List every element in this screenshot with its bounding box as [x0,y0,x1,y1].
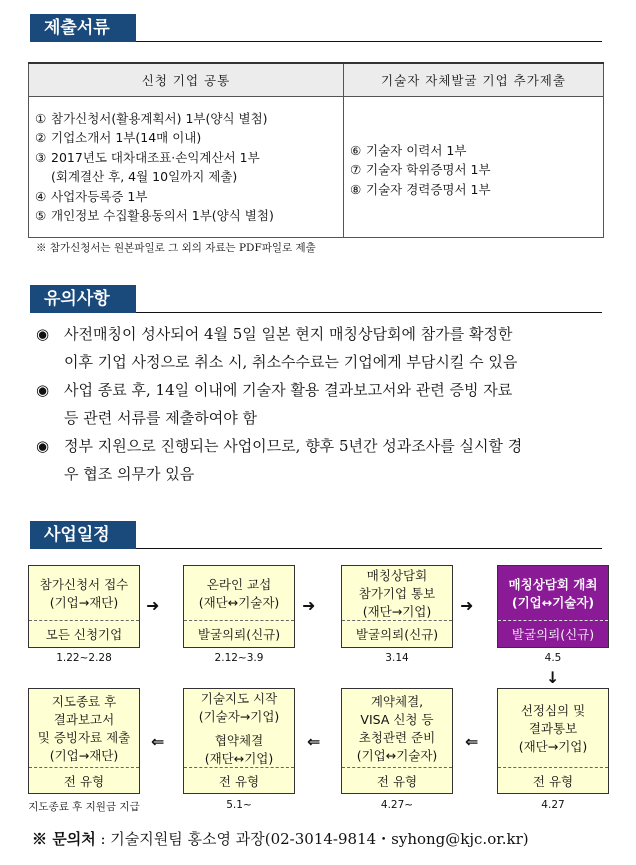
table-header-common: 신청 기업 공통 [29,63,344,97]
step-line: (기업→재단) [49,748,119,763]
doc-number: ⑤ [35,208,47,223]
schedule-step [183,688,295,794]
step-description [498,566,608,622]
notice-line: 정부 지원으로 진행되는 사업이므로, 향후 5년간 성과조사를 실시할 경 [64,437,523,455]
step-description [342,566,452,622]
step-line: (재단→기업) [362,604,432,619]
arrow-down-icon: ↓ [546,668,560,687]
doc-text: 2017년도 대차대조표·손익계산서 1부 [51,149,260,165]
notice-line: 우 협조 의무가 있음 [64,465,195,483]
doc-item [35,148,337,168]
step-line: 매칭상담회 개최 [508,577,598,592]
doc-item [350,160,597,180]
divider [136,312,602,313]
arrow-left-icon: ⇐ [151,732,165,751]
step-date: 4.27~ [380,799,414,811]
step-line: 초청관련 준비 [358,730,436,745]
common-docs-cell [29,97,344,238]
step-description [29,689,139,769]
notice-line: 등 관련 서류를 제출하여야 함 [64,409,257,427]
step-date: 2.12~3.9 [214,652,264,664]
doc-number: ② [35,130,47,145]
step-description [498,689,608,769]
step-date: 4.5 [544,652,562,664]
doc-text: 기술자 학위증명서 1부 [366,162,491,178]
notice-item [34,376,604,432]
step-line: 선정심의 및 [520,703,586,718]
doc-text: 사업자등록증 1부 [51,188,148,204]
step-line: 온라인 교섭 [206,577,272,592]
step-line: (기업↔기술자) [356,748,438,763]
step-line: 참가신청서 접수 [39,577,129,592]
arrow-right-icon: ➜ [302,596,316,615]
step-line: 매칭상담회 [366,568,428,583]
arrow-right-icon: ➜ [146,596,160,615]
step-line: 기술지도 시작 [200,691,278,706]
step-line: (기업↔기술자) [511,595,595,610]
doc-number: ⑧ [350,181,362,197]
notice-line: 사전매칭이 성사되어 4월 5일 일본 현지 매칭상담회에 참가를 확정한 [64,325,513,343]
documents-table [28,62,604,238]
step-target: 모든 신청기업 [29,620,139,647]
doc-number: ③ [35,149,47,165]
step-date: 4.27 [541,799,565,811]
schedule-step [341,688,453,794]
arrow-right-icon: ➜ [460,596,474,615]
section-title-submission: 제출서류 [30,14,136,42]
schedule-step [28,688,140,794]
doc-item [350,180,597,200]
contact-info [32,828,529,849]
step-target: 전 유형 [184,767,294,793]
step-line: 및 증빙자료 제출 [37,730,131,745]
doc-text: 기업소개서 1부(14매 이내) [51,130,202,145]
bullet-icon: ◉ [36,437,50,455]
step-target: 전 유형 [29,767,139,793]
step-line: 계약체결, [370,694,424,709]
step-target: 발굴의뢰(신규) [498,620,608,647]
doc-number: ⑥ [350,142,362,158]
step-line: (재단↔기업) [204,751,274,766]
additional-docs-cell [344,97,604,238]
arrow-left-icon: ⇐ [465,732,479,751]
contact-text: : 기술지원팀 홍소영 과장(02-3014-9814・syhong@kjc.or.kr) [95,830,529,848]
contact-label: ※ 문의처 [32,830,96,848]
step-line: 결과보고서 [53,712,115,727]
doc-text: 기술자 이력서 1부 [366,142,467,158]
schedule-step [497,565,609,648]
step-date: 1.22~2.28 [56,652,112,664]
arrow-left-icon: ⇐ [307,732,321,751]
step-line: 참가기업 통보 [358,586,436,601]
doc-text: 개인정보 수집활용동의서 1부(양식 별첨) [51,208,274,223]
step-description [184,689,294,769]
doc-item [350,141,597,161]
doc-text: (회계결산 후, 4월 10일까지 제출) [51,169,238,184]
step-line: (재단↔기술자) [198,595,280,610]
schedule-step [341,565,453,648]
step-description [184,566,294,622]
step-line: 협약체결 [214,733,264,748]
step-description [29,566,139,622]
doc-number: ④ [35,188,47,204]
step-target: 전 유형 [498,767,608,793]
doc-item [35,128,337,148]
section-title-notice: 유의사항 [30,285,136,313]
doc-item [35,167,337,187]
doc-text: 기술자 경력증명서 1부 [366,181,491,197]
submission-note: ※ 참가신청서는 원본파일로 그 외의 자료는 PDF파일로 제출 [36,242,316,254]
step-line: 지도종료 후 [51,694,117,709]
notice-item [34,320,604,376]
step-line: VISA 신청 등 [360,712,434,727]
doc-item [35,109,337,129]
bullet-icon: ◉ [36,325,50,343]
step-line: (재단→기업) [518,739,588,754]
step-date: 지도종료 후 지원금 지급 [28,801,140,813]
step-description [342,689,452,769]
table-header-additional: 기술자 자체발굴 기업 추가제출 [344,63,604,97]
notice-item [34,432,604,488]
notice-line: 사업 종료 후, 14일 이내에 기술자 활용 결과보고서와 관련 증빙 자료 [64,381,513,399]
schedule-step [28,565,140,648]
notice-line: 이후 기업 사정으로 취소 시, 취소수수료는 기업에게 부담시킬 수 있음 [64,353,518,371]
step-target: 발굴의뢰(신규) [184,620,294,647]
section-title-schedule: 사업일정 [30,521,136,549]
doc-item [35,187,337,207]
bullet-icon: ◉ [36,381,50,399]
step-date: 5.1~ [226,799,252,811]
step-target: 발굴의뢰(신규) [342,620,452,647]
schedule-step [183,565,295,648]
doc-item [35,206,337,226]
notice-list [34,320,604,488]
divider [136,41,602,42]
step-date: 3.14 [385,652,409,664]
step-line: (기업→재단) [49,595,119,610]
step-line: 결과통보 [528,721,578,736]
step-target: 전 유형 [342,767,452,793]
step-line: (기술자→기업) [198,709,280,724]
schedule-step [497,688,609,794]
doc-text: 참가신청서(활용계획서) 1부(양식 별첨) [51,110,268,126]
doc-number: ① [35,110,47,126]
doc-number: ⑦ [350,162,362,178]
divider [136,548,602,549]
